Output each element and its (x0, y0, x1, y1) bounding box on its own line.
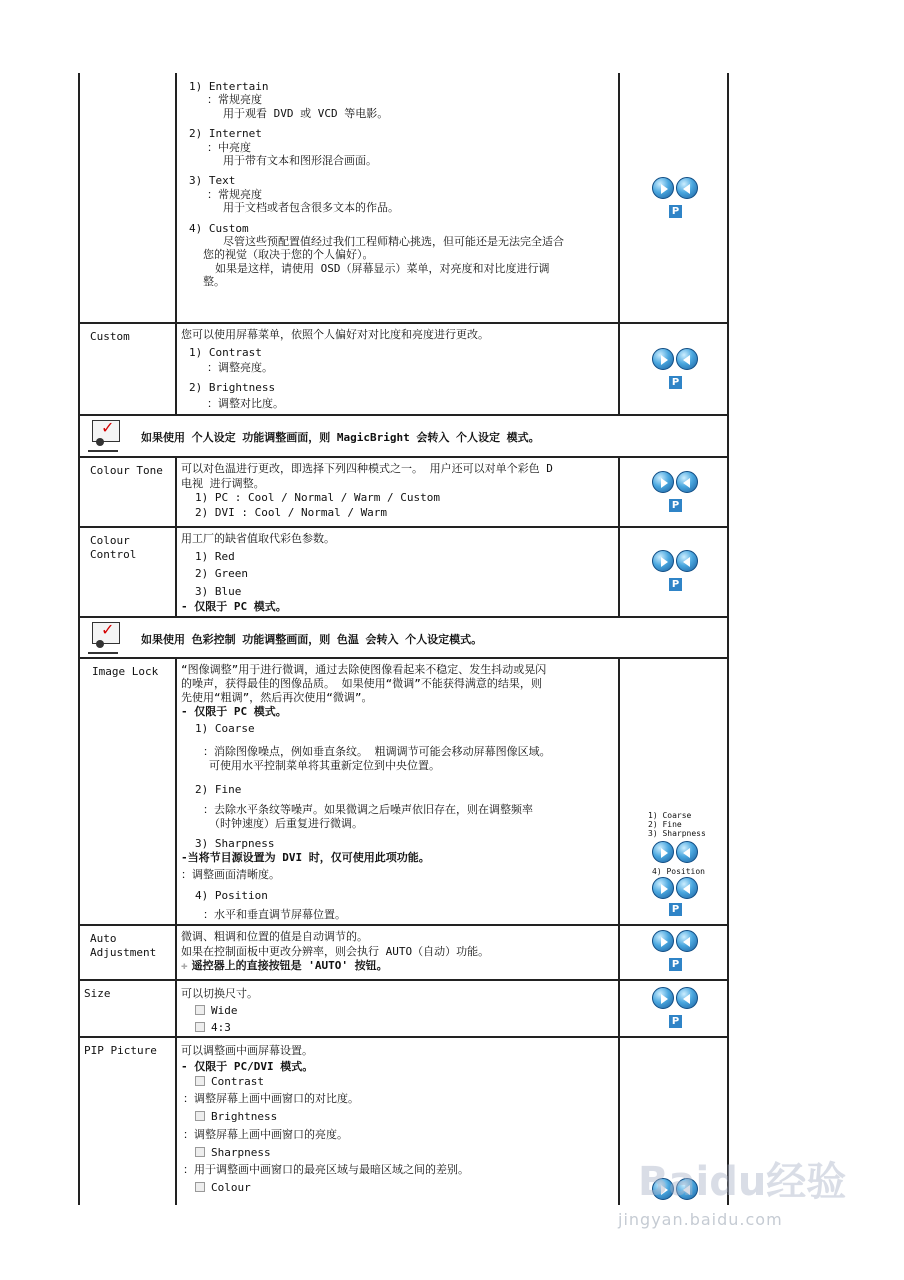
p-icon[interactable]: P (669, 578, 682, 591)
play-icon[interactable] (652, 471, 674, 493)
osd-button-group (652, 930, 702, 978)
osd-button-group (652, 987, 702, 1035)
manual-table (78, 73, 729, 1205)
row-image-lock: Image Lock “图像调整”用于进行微调，通过去除使图像看起来不稳定、发生抖动或晃闪 的噪声，获得最佳的图像品质。 如果使用“微调”不能获得满意的结果，则 先使用“粗调”，然后再次使用“微调”。 - 仅限于 PC 模式。 1) Coarse ：消除图像噪点，例如垂直条纹。 粗调调节可能会移动屏幕图像区域。 可使用水平控制菜单将其重新定位到中央位置。 2) Fine ：去除水平条纹等噪声。如果微调之后噪声依旧存在，则在调整频率 （时钟速度）后重复进行微调。 3) Sharpness -当将节目源设置为 DVI 时，仅可使用此项功能。 ：调整画面清晰度。 4) Position ：水平和垂直调节屏幕位置。 1) Coarse 2) Fine 3) Sharpness 4) Position P (78, 659, 729, 924)
row-label-custom: Custom (90, 330, 130, 343)
baidu-logo: Baidu经验 (638, 1159, 847, 1205)
bullet-icon (195, 1147, 205, 1157)
p-icon[interactable]: P (669, 1015, 682, 1028)
mode-text: 3) Text (189, 174, 236, 188)
bullet-icon (195, 1111, 205, 1121)
mode-custom: 4) Custom (189, 221, 249, 235)
back-icon[interactable] (676, 550, 698, 572)
watermark-site: jingyan.baidu.com (618, 1210, 783, 1229)
note-magicbright: ✓ 如果使用 个人设定 功能调整画面，则 MagicBright 会转入 个人设定 模式。 (78, 416, 729, 456)
back-icon[interactable] (676, 930, 698, 952)
osd-button-group (652, 348, 702, 396)
image-lock-side-legend: 1) Coarse 2) Fine 3) Sharpness 4) Position P (648, 811, 718, 921)
back-icon[interactable] (676, 177, 698, 199)
p-icon[interactable]: P (669, 376, 682, 389)
back-icon[interactable] (676, 841, 698, 863)
play-icon[interactable] (652, 930, 674, 952)
osd-button-group (652, 550, 702, 598)
row-colour-control: Colour Control 用工厂的缺省值取代彩色参数。 1) Red 2) Green 3) Blue - 仅限于 PC 模式。 P (78, 528, 729, 616)
play-icon[interactable] (652, 987, 674, 1009)
bullet-icon (195, 1005, 205, 1015)
play-icon[interactable] (652, 877, 674, 899)
play-icon[interactable] (652, 841, 674, 863)
p-icon[interactable]: P (669, 205, 682, 218)
plus-icon: ✚ (181, 959, 188, 972)
row-pip-picture: PIP Picture 可以调整画中画屏幕设置。 - 仅限于 PC/DVI 模式。 Contrast ：调整屏幕上画中画窗口的对比度。 Brightness ：调整屏幕上画中画窗口的亮度。 Sharpness ：用于调整画中画窗口的最亮区域与最暗区域之间的差别。 Colour (78, 1038, 729, 1205)
p-icon[interactable]: P (669, 499, 682, 512)
row-magicbright: 1) Entertain ：常规亮度 用于观看 DVD 或 VCD 等电影。 2) Internet ：中亮度 用于带有文本和图形混合画面。 3) Text ：常规亮度 用于文档或者包含很多文本的作品。 4) Custom 尽管这些预配置值经过我们工程师精心挑选，但可能还是无法完全适合 您的视觉（取决于您的个人偏好）。 如果是这样，请使用 OSD（屏幕显示）菜单，对亮度和对比度进行调 整。 P (78, 73, 729, 322)
row-label-colour-tone: Colour Tone (90, 464, 163, 477)
row-label-image-lock: Image Lock (92, 665, 159, 678)
play-icon[interactable] (652, 550, 674, 572)
watermark (618, 1140, 868, 1250)
back-icon[interactable] (676, 987, 698, 1009)
osd-button-group (652, 841, 718, 867)
mode-internet: 2) Internet (189, 127, 262, 141)
row-label-colour-control: Colour Control (90, 534, 137, 561)
osd-button-group (652, 471, 702, 519)
play-icon[interactable] (652, 348, 674, 370)
row-label-size: Size (84, 987, 111, 1000)
note-icon: ✓ (92, 420, 122, 450)
osd-button-group (652, 877, 718, 921)
note-colour-control: ✓ 如果使用 色彩控制 功能调整画面，则 色温 会转入 个人设定模式。 (78, 618, 729, 657)
row-label-pip-picture: PIP Picture (84, 1044, 157, 1057)
mode-entertain: 1) Entertain (189, 80, 269, 93)
bullet-icon (195, 1182, 205, 1192)
back-icon[interactable] (676, 471, 698, 493)
bullet-icon (195, 1022, 205, 1032)
p-icon[interactable]: P (669, 903, 682, 916)
row-colour-tone: Colour Tone 可以对色温进行更改，即选择下列四种模式之一。 用户还可以对单个彩色 D 电视 进行调整。 1) PC : Cool / Normal / Warm / Custom 2) DVI : Cool / Normal / Warm P (78, 458, 729, 526)
back-icon[interactable] (676, 877, 698, 899)
osd-button-group (652, 177, 702, 225)
row-size: Size 可以切换尺寸。 Wide 4:3 P (78, 981, 729, 1036)
play-icon[interactable] (652, 177, 674, 199)
row-auto-adjustment: Auto Adjustment 微调、粗调和位置的值是自动调节的。 如果在控制面板中更改分辨率，则会执行 AUTO（自动）功能。 ✚ 遥控器上的直接按钮是 'AUTO' 按钮。 P (78, 926, 729, 979)
row-custom: Custom 您可以使用屏幕菜单，依照个人偏好对对比度和亮度进行更改。 1) Contrast ：调整亮度。 2) Brightness ：调整对比度。 P (78, 324, 729, 414)
p-icon[interactable]: P (669, 958, 682, 971)
row-label-auto-adjustment: Auto Adjustment (90, 932, 157, 959)
bullet-icon (195, 1076, 205, 1086)
back-icon[interactable] (676, 348, 698, 370)
note-icon: ✓ (92, 622, 122, 652)
